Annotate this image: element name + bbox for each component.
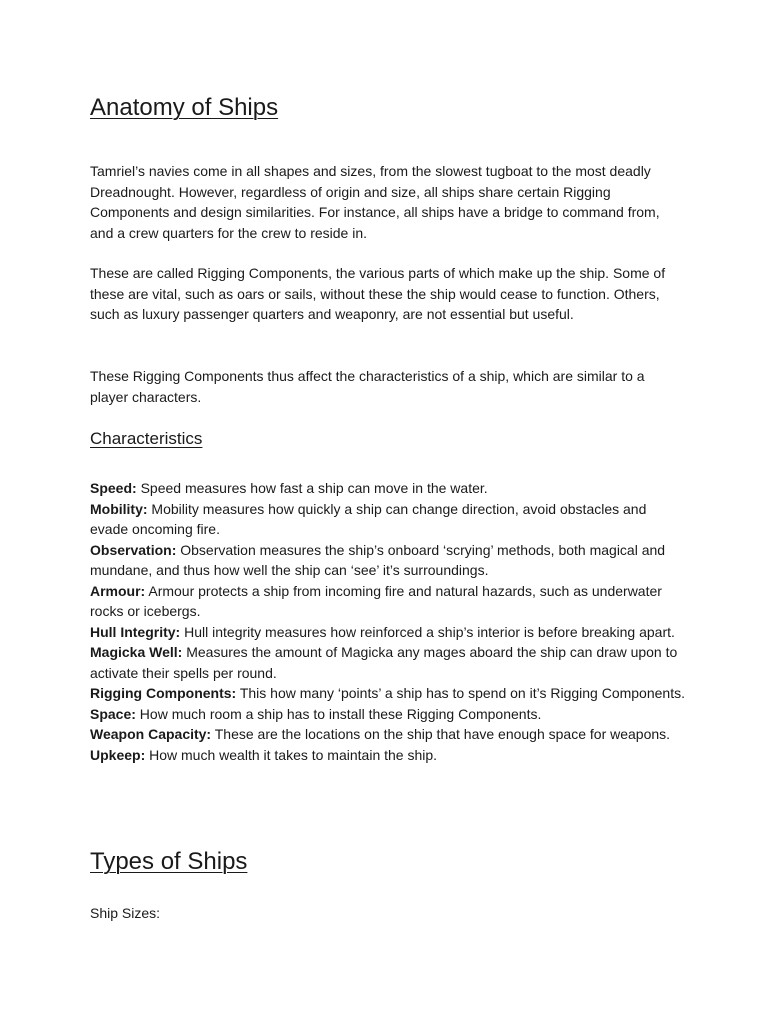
characteristic-description: These are the locations on the ship that have enough space for weapons. [211, 726, 671, 742]
characteristic-item [90, 581, 685, 622]
characteristic-item [90, 683, 685, 704]
characteristic-description: Hull integrity measures how reinforced a ship’s interior is before breaking apart. [180, 623, 675, 640]
characteristic-description: Measures the amount of Magicka any mages aboard the ship can draw upon to activate their spells per round. [90, 644, 678, 681]
characteristic-description: Mobility measures how quickly a ship can change direction, avoid obstacles and evade oncoming fire. [90, 500, 647, 537]
characteristic-item [90, 622, 685, 643]
characteristic-term: Hull Integrity: [90, 623, 181, 640]
characteristic-item [90, 704, 685, 725]
characteristic-description: Speed measures how fast a ship can move in the water. [136, 480, 488, 496]
intro-paragraph-1: Tamriel’s navies come in all shapes and sizes, from the slowest tugboat to the most deadly Dreadnought. However, regardless of origin and size, all ships share certain Rigging Components and design similarities. For instance, all ships have a bridge to command from, and a crew quarters for the crew to reside in. [90, 163, 660, 241]
page-title: Anatomy of Ships [90, 94, 279, 121]
characteristic-item [90, 478, 685, 499]
characteristic-term: Armour: [90, 582, 146, 599]
characteristic-term: Observation: [90, 541, 177, 558]
characteristic-item [90, 724, 685, 745]
characteristic-description: Armour protects a ship from incoming fire and natural hazards, such as underwater rocks or icebergs. [90, 582, 662, 619]
characteristic-term: Magicka Well: [90, 644, 183, 660]
characteristics-list [90, 478, 685, 765]
characteristic-description: Observation measures the ship’s onboard ‘scrying’ methods, both magical and mundane, and thus how well the ship can ‘see’ it’s surroundings. [90, 541, 666, 578]
characteristic-term: Weapon Capacity: [90, 726, 212, 742]
characteristic-item [90, 499, 685, 540]
characteristic-item [90, 540, 685, 581]
characteristic-term: Mobility: [90, 500, 148, 517]
intro-paragraph-3: These Rigging Components thus affect the characteristics of a ship, which are similar to a player characters. [90, 368, 645, 405]
characteristic-term: Upkeep: [90, 746, 146, 763]
characteristics-heading: Characteristics [90, 429, 203, 448]
types-of-ships-heading: Types of Ships [90, 848, 248, 875]
characteristic-item [90, 745, 685, 766]
characteristic-item [90, 642, 685, 683]
intro-paragraph-2: These are called Rigging Components, the various parts of which make up the ship. Some of these are vital, such as oars or sails, without these the ship would cease to function. Others, such as luxury passenger quarters and weaponry, are not essential but useful. [90, 265, 666, 322]
characteristic-description: How much wealth it takes to maintain the ship. [145, 746, 438, 763]
ship-sizes-label: Ship Sizes: [90, 905, 161, 921]
characteristic-description: This how many ‘points’ a ship has to spend on it’s Rigging Components. [236, 685, 685, 701]
characteristic-description: How much room a ship has to install these Rigging Components. [135, 705, 542, 722]
characteristic-term: Speed: [90, 480, 137, 496]
characteristic-term: Space: [90, 705, 136, 722]
characteristic-term: Rigging Components: [90, 685, 237, 701]
